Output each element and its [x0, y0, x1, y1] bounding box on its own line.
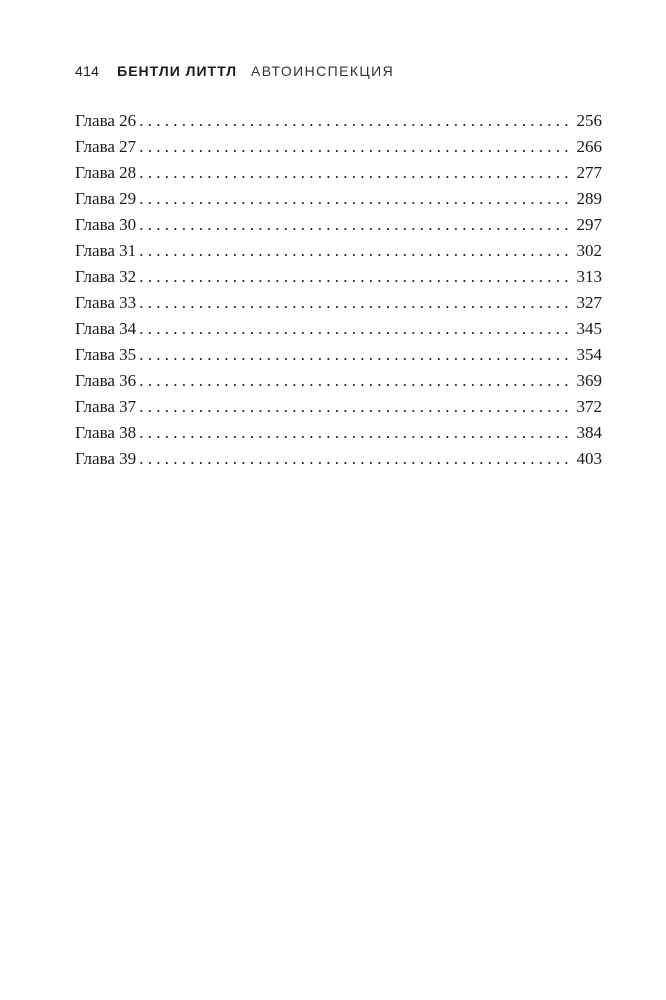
- toc-entry: [75, 290, 602, 316]
- chapter-page-number: 302: [576, 241, 602, 260]
- chapter-page-number: 297: [576, 215, 602, 234]
- chapter-page-number: 384: [576, 423, 602, 442]
- toc-entry: [75, 108, 602, 134]
- toc-entry: [75, 134, 602, 160]
- toc-entry: [75, 420, 602, 446]
- chapter-label: Глава 34: [75, 319, 137, 338]
- chapter-label: Глава 27: [75, 137, 137, 156]
- toc-entry: [75, 342, 602, 368]
- chapter-label: Глава 26: [75, 111, 137, 130]
- toc-entry: [75, 212, 602, 238]
- chapter-page-number: 266: [576, 137, 602, 156]
- dot-leader: [139, 108, 572, 134]
- chapter-page-number: 345: [576, 319, 602, 338]
- author-name: БЕНТЛИ ЛИТТЛ: [117, 63, 238, 79]
- dot-leader: [139, 342, 572, 368]
- dot-leader: [139, 316, 572, 342]
- chapter-label: Глава 37: [75, 397, 137, 416]
- chapter-label: Глава 28: [75, 163, 137, 182]
- chapter-page-number: 277: [576, 163, 602, 182]
- toc-entry: [75, 316, 602, 342]
- toc-entry: [75, 368, 602, 394]
- toc-entry: [75, 394, 602, 420]
- chapter-label: Глава 31: [75, 241, 137, 260]
- page-number: 414: [75, 63, 100, 79]
- dot-leader: [139, 446, 572, 472]
- chapter-label: Глава 36: [75, 371, 137, 390]
- dot-leader: [139, 212, 572, 238]
- chapter-page-number: 403: [576, 449, 602, 468]
- chapter-page-number: 313: [576, 267, 602, 286]
- toc-entry: [75, 186, 602, 212]
- toc-entry: [75, 238, 602, 264]
- chapter-label: Глава 33: [75, 293, 137, 312]
- toc-entry: [75, 160, 602, 186]
- chapter-page-number: 372: [576, 397, 602, 416]
- chapter-label: Глава 39: [75, 449, 137, 468]
- chapter-label: Глава 32: [75, 267, 137, 286]
- dot-leader: [139, 160, 572, 186]
- chapter-page-number: 327: [576, 293, 602, 312]
- dot-leader: [139, 238, 572, 264]
- table-of-contents: [75, 108, 602, 472]
- dot-leader: [139, 134, 572, 160]
- chapter-page-number: 354: [576, 345, 602, 364]
- book-title: АВТОИНСПЕКЦИЯ: [251, 63, 395, 79]
- chapter-label: Глава 29: [75, 189, 137, 208]
- chapter-page-number: 256: [576, 111, 602, 130]
- chapter-page-number: 369: [576, 371, 602, 390]
- dot-leader: [139, 420, 572, 446]
- dot-leader: [139, 264, 572, 290]
- chapter-page-number: 289: [576, 189, 602, 208]
- dot-leader: [139, 394, 572, 420]
- dot-leader: [139, 368, 572, 394]
- toc-entry: [75, 446, 602, 472]
- chapter-label: Глава 38: [75, 423, 137, 442]
- chapter-label: Глава 35: [75, 345, 137, 364]
- running-head: [75, 61, 394, 81]
- toc-entry: [75, 264, 602, 290]
- chapter-label: Глава 30: [75, 215, 137, 234]
- dot-leader: [139, 186, 572, 212]
- dot-leader: [139, 290, 572, 316]
